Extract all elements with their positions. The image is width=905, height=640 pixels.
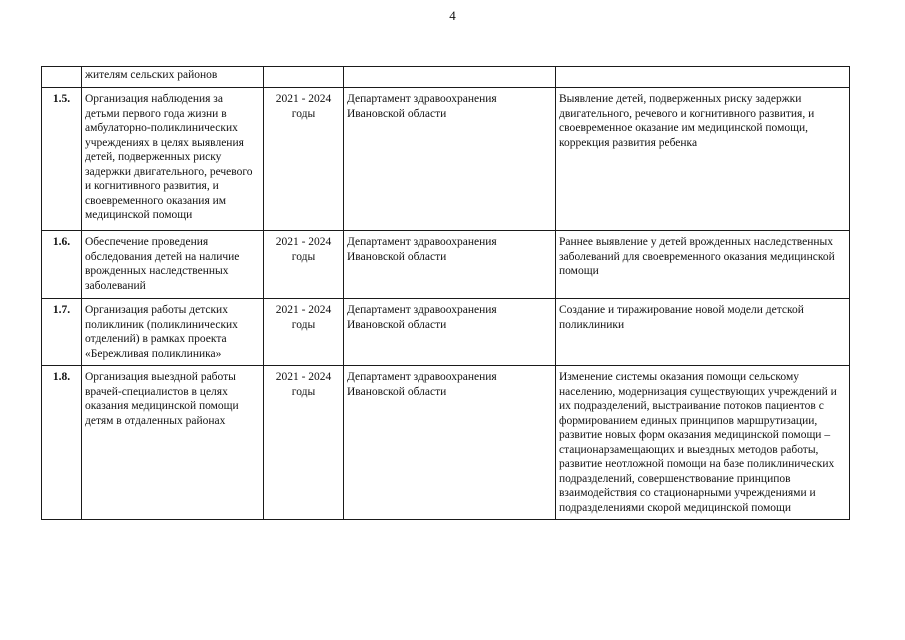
years-cell: 2021 - 2024 годы — [264, 88, 344, 231]
activity-cell: Организация выездной работы врачей-специалистов в целях оказания медицинской помощи детям в отдаленных районах — [82, 366, 264, 520]
result-cell — [556, 67, 850, 88]
activity-cell: Обеспечение проведения обследования детей на наличие врожденных наследственных заболеваний — [82, 231, 264, 299]
years-cell — [264, 67, 344, 88]
row-number — [42, 67, 82, 88]
activities-table — [41, 66, 850, 520]
result-cell: Раннее выявление у детей врожденных наследственных заболеваний для своевременного оказания медицинской помощи — [556, 231, 850, 299]
table-row-continuation — [42, 67, 850, 88]
executor-cell: Департамент здравоохранения Ивановской области — [344, 231, 556, 299]
table-row-1-5 — [42, 88, 850, 231]
table-row-1-7 — [42, 299, 850, 366]
table-row-1-6 — [42, 231, 850, 299]
activity-cell: Организация наблюдения за детьми первого года жизни в амбулаторно-поликлинических учреждениях в целях выявления детей, подверженных риску задержки двигательного, речевого и когнитивного развития, и своевременного оказания им медицинской помощи — [82, 88, 264, 231]
executor-cell — [344, 67, 556, 88]
result-cell: Выявление детей, подверженных риску задержки двигательного, речевого и когнитивного развития, и своевременное оказание им медицинской помощи, коррекция развития ребенка — [556, 88, 850, 231]
result-cell: Создание и тиражирование новой модели детской поликлиники — [556, 299, 850, 366]
row-number: 1.6. — [42, 231, 82, 299]
row-number: 1.8. — [42, 366, 82, 520]
years-cell: 2021 - 2024 годы — [264, 231, 344, 299]
table-row-1-8 — [42, 366, 850, 520]
years-cell: 2021 - 2024 годы — [264, 299, 344, 366]
executor-cell: Департамент здравоохранения Ивановской области — [344, 88, 556, 231]
activity-cell: Организация работы детских поликлиник (поликлинических отделений) в рамках проекта «Бережливая поликлиника» — [82, 299, 264, 366]
result-cell: Изменение системы оказания помощи сельскому населению, модернизация существующих учреждений и их подразделений, выстраивание потоков пациентов с формированием единых принципов маршрутизации, развитие новых форм оказания медицинской помощи – стационарзамещающих и выездных методов работы, развитие неотложной помощи на базе поликлинических подразделений, совершенствование принципов взаимодействия со стационарными учреждениями и подразделениями скорой медицинской помощи — [556, 366, 850, 520]
row-number: 1.5. — [42, 88, 82, 231]
page-number: 4 — [449, 8, 456, 23]
executor-cell: Департамент здравоохранения Ивановской области — [344, 366, 556, 520]
activity-cell: жителям сельских районов — [82, 67, 264, 88]
row-number: 1.7. — [42, 299, 82, 366]
years-cell: 2021 - 2024 годы — [264, 366, 344, 520]
executor-cell: Департамент здравоохранения Ивановской области — [344, 299, 556, 366]
